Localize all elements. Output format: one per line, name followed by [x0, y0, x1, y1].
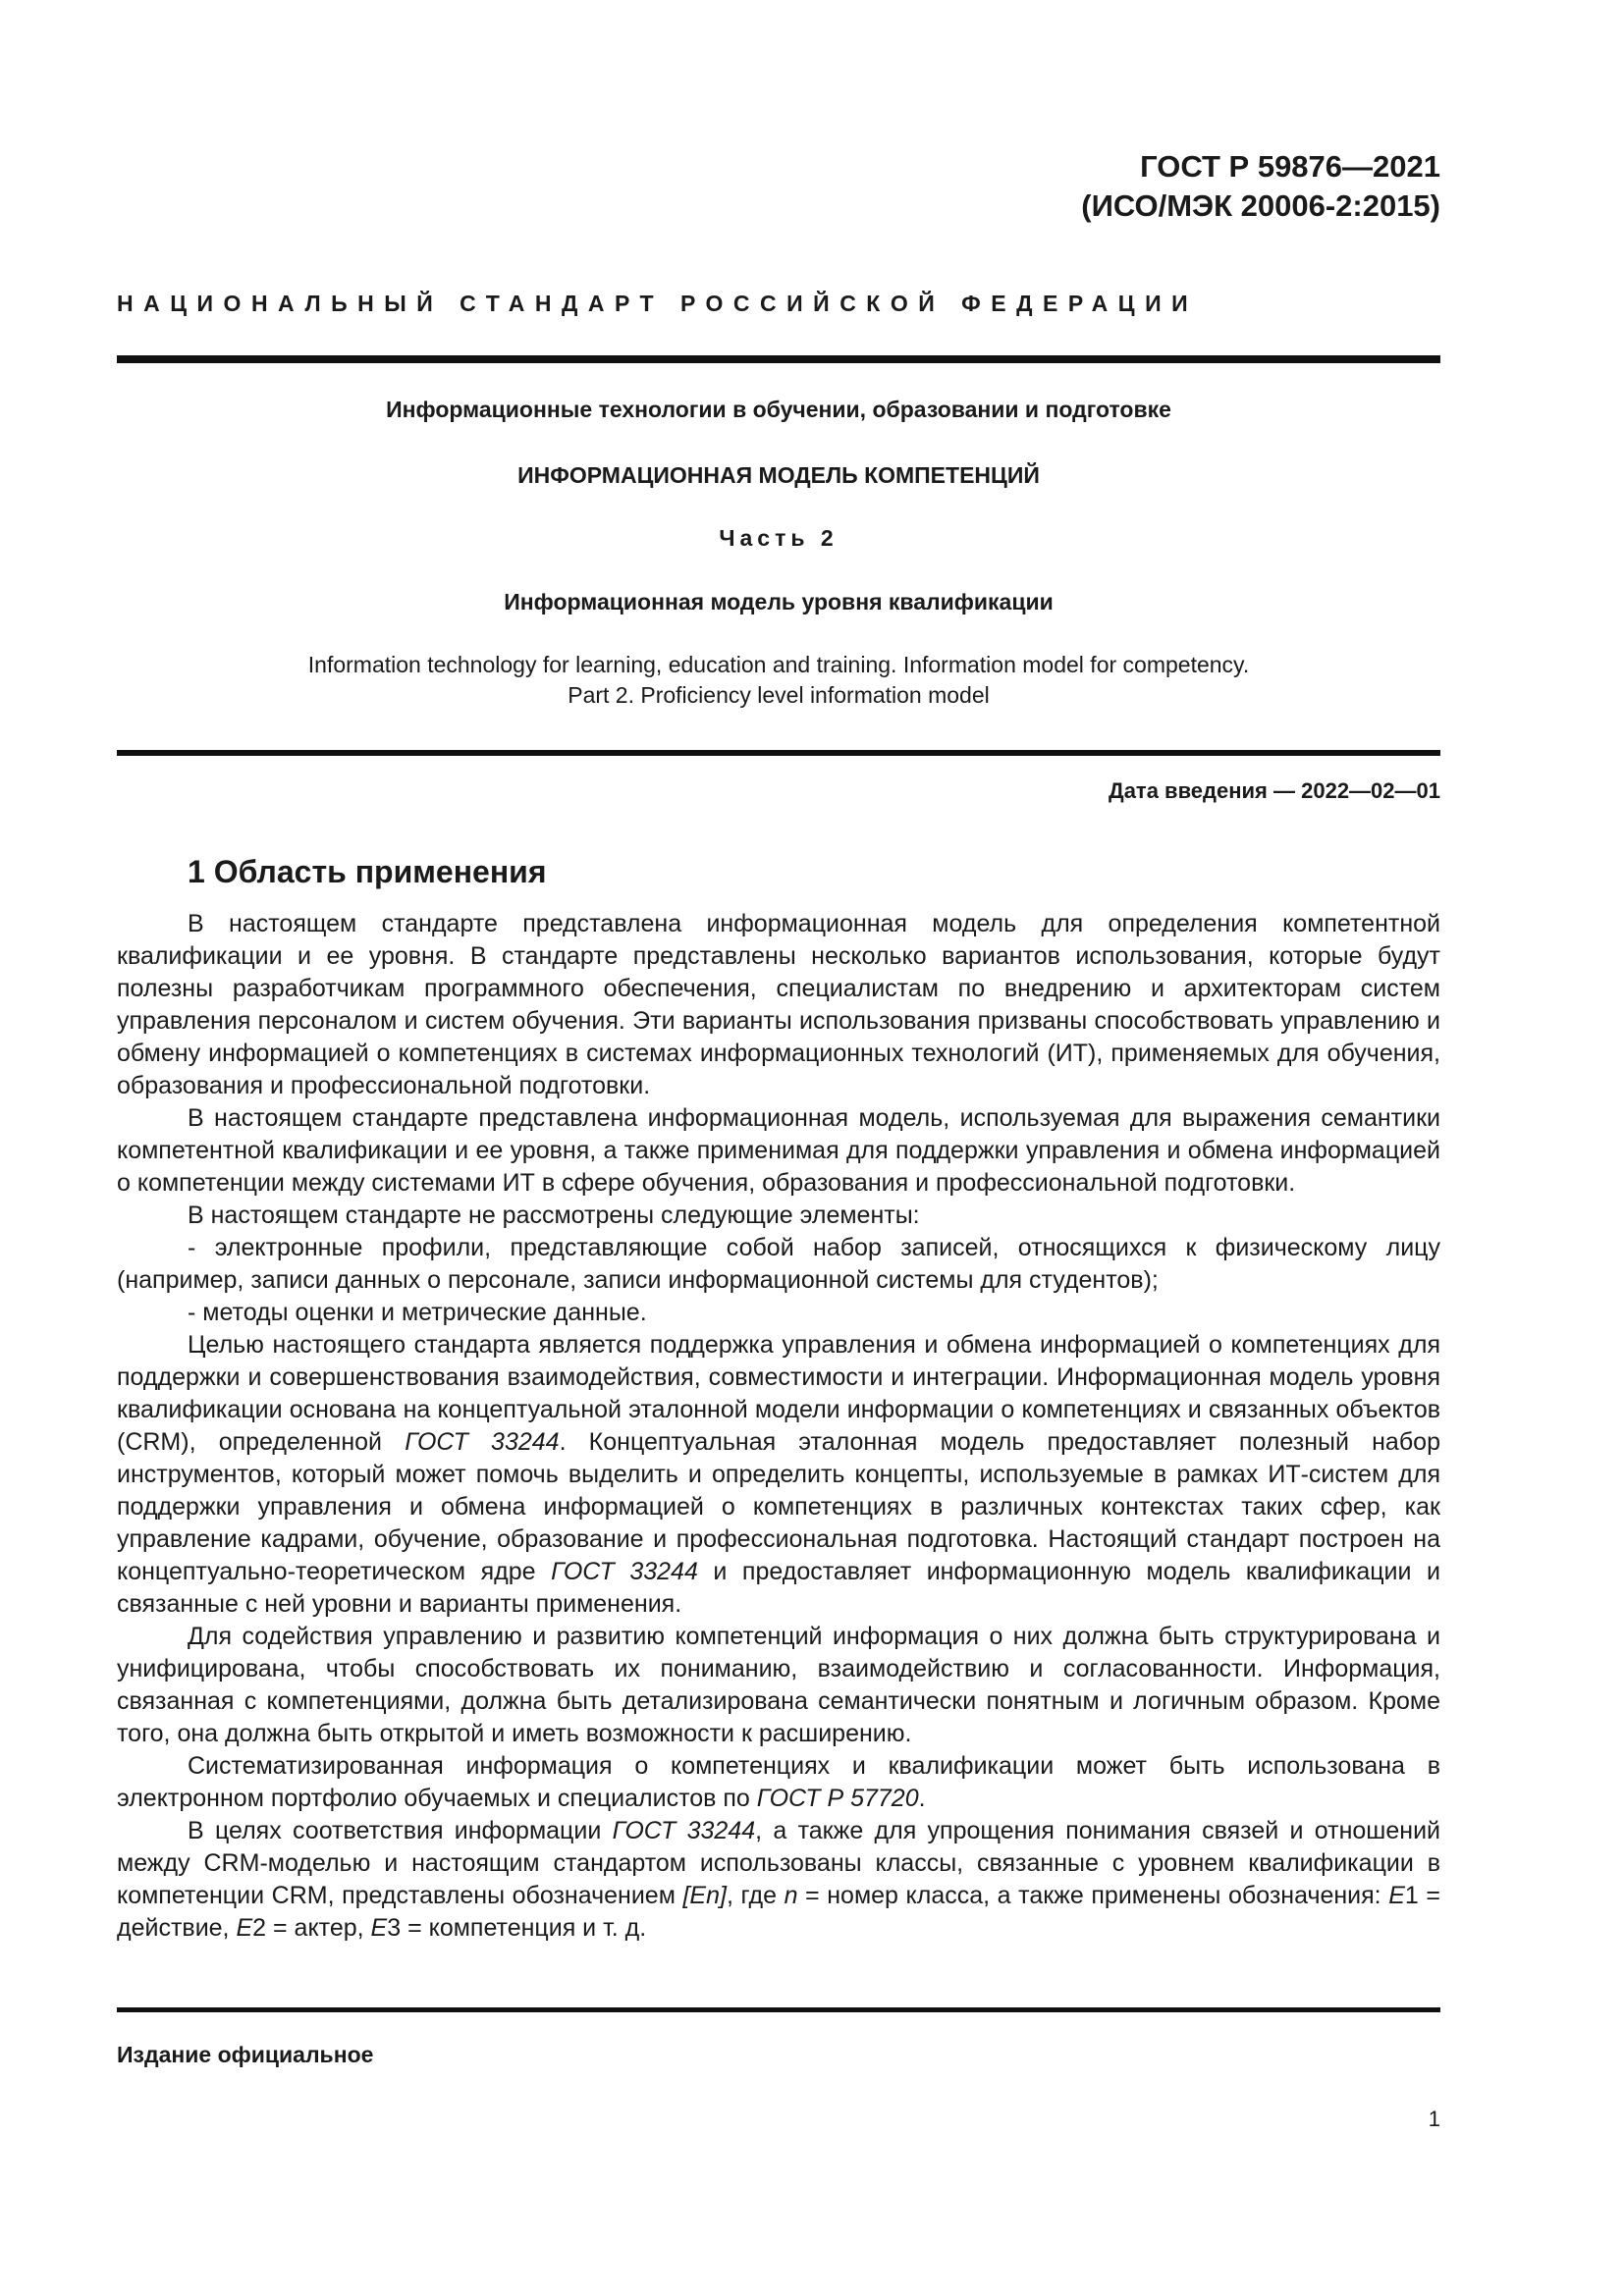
paragraph-8-part-a: Систематизированная информация о компетенциях и квалификации может быть использована в электронном портфолио обучаемых и специалистов по [117, 1752, 1440, 1812]
top-divider [117, 355, 1440, 363]
paragraph-9 [117, 1815, 1440, 1945]
variable-n: n [784, 1882, 798, 1909]
reference-gost-33244: ГОСТ 33244 [405, 1428, 560, 1456]
bottom-divider [117, 2007, 1440, 2012]
paragraph-9-part-b: , а также для упрощения понимания связей и отношений между CRM-моделью и настоящим стандартом использованы классы, связанные с уровнем квалификации в компетенции CRM, представлены обозначением [117, 1817, 1440, 1909]
symbol-e: E [236, 1914, 253, 1942]
class-notation: [En] [682, 1882, 727, 1909]
paragraph-9-part-c: , где [726, 1882, 785, 1909]
page-number: 1 [1428, 2107, 1440, 2131]
paragraph-9-part-d: = номер класса, а также применены обозначения: [797, 1882, 1389, 1909]
part-title: Часть 2 [719, 525, 839, 551]
paragraph-7: Для содействия управлению и развитию компетенций информация о них должна быть структурирована и унифицирована, чтобы способствовать их пониманию, взаимодействию и согласованности. Информация, связанная с компетенциями, должна быть детализирована семантически понятным и логичным образом. Кроме того, она должна быть открытой и иметь возможности к расширению. [117, 1623, 1440, 1747]
symbol-e: E [1388, 1882, 1405, 1909]
standard-number: ГОСТ Р 59876—2021 [1140, 149, 1440, 184]
paragraph-3: В настоящем стандарте не рассмотрены следующие элементы: [188, 1201, 920, 1229]
notation-e3: 3 = компетенция и т. д. [387, 1914, 647, 1942]
english-title [117, 650, 1440, 711]
model-title: ИНФОРМАЦИОННАЯ МОДЕЛЬ КОМПЕТЕНЦИЙ [517, 462, 1040, 488]
national-standard-banner: НАЦИОНАЛЬНЫЙ СТАНДАРТ РОССИЙСКОЙ ФЕДЕРАЦИИ [117, 291, 1199, 316]
reference-gost-r-57720: ГОСТ Р 57720 [756, 1785, 919, 1812]
section-body [117, 908, 1440, 1945]
notation-e2: 2 = актер, [252, 1914, 371, 1942]
document-page [117, 0, 1440, 2296]
english-title-line-2: Part 2. Proficiency level information model [568, 682, 990, 708]
reference-gost-33244: ГОСТ 33244 [551, 1558, 698, 1585]
paragraph-6 [117, 1329, 1440, 1621]
middle-divider [117, 750, 1440, 756]
official-edition-label: Издание официальное [117, 2042, 374, 2067]
symbol-e: E [370, 1914, 388, 1942]
paragraph-8-part-b: . [918, 1785, 926, 1812]
notation-e1: 1 = действие, [117, 1882, 1440, 1942]
paragraph-6-part-b: . Концептуальная эталонная модель предоставляет полезный набор инструментов, который может помочь выделить и определить концепты, используемые в рамках ИТ-систем для поддержки управления и обмена информацией о компетенциях в различных контекстах таких сфер, как управление кадрами, обучение, образование и профессиональная подготовка. Настоящий стандарт построен на концептуально-теоретическом ядре [117, 1428, 1440, 1585]
introduction-date: Дата введения — 2022—02—01 [1109, 778, 1440, 803]
paragraph-6-part-c: и предоставляет информационную модель квалификации и связанные с ней уровни и варианты применения. [117, 1558, 1440, 1618]
reference-gost-33244: ГОСТ 33244 [612, 1817, 756, 1844]
english-title-line-1: Information technology for learning, education and training. Information model for competency. [307, 652, 1250, 677]
standard-designation [1081, 147, 1440, 226]
paragraph-5: - методы оценки и метрические данные. [188, 1299, 647, 1326]
section-heading: 1 Область применения [188, 854, 547, 889]
area-title: Информационные технологии в обучении, образовании и подготовке [386, 397, 1171, 422]
paragraph-1: В настоящем стандарте представлена информационная модель для определения компетентной квалификации и ее уровня. В стандарте представлены несколько вариантов использования, которые будут полезны разработчикам программного обеспечения, специалистам по внедрению и архитекторам систем управления персоналом и систем обучения. Эти варианты использования призваны способствовать управлению и обмену информацией о компетенциях в системах информационных технологий (ИТ), применяемых для обучения, образования и профессиональной подготовки. [117, 910, 1440, 1099]
paragraph-2: В настоящем стандарте представлена информационная модель, используемая для выражения семантики компетентной квалификации и ее уровня, а также применимая для поддержки управления и обмена информацией о компетенции между системами ИТ в сфере обучения, образования и профессиональной подготовки. [117, 1104, 1440, 1197]
paragraph-8 [117, 1750, 1440, 1815]
paragraph-4: - электронные профили, представляющие собой набор записей, относящихся к физическому лицу (например, записи данных о персонале, записи информационной системы для студентов); [117, 1234, 1440, 1294]
paragraph-9-part-a: В целях соответствия информации [188, 1817, 613, 1844]
subtitle: Информационная модель уровня квалификации [504, 589, 1054, 614]
iso-equivalent: (ИСО/МЭК 20006-2:2015) [1081, 188, 1440, 223]
paragraph-6-part-a: Целью настоящего стандарта является поддержка управления и обмена информацией о компетенциях для поддержки и совершенствования взаимодействия, совместимости и интеграции. Информационная модель уровня квалификации основана на концептуальной эталонной модели информации о компетенциях и связанных объектов (CRM), определенной [117, 1331, 1440, 1456]
